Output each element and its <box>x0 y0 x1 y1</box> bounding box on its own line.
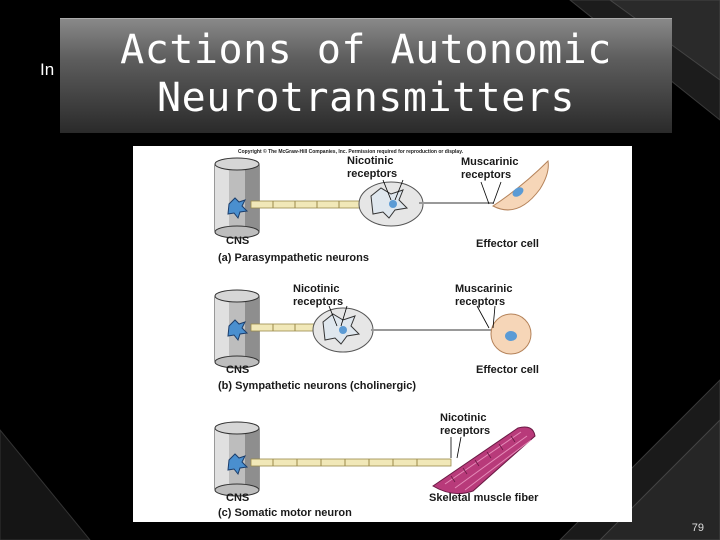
panel-a-muscarinic-label-2: receptors <box>461 169 512 181</box>
cns-cylinder-a <box>215 158 259 238</box>
panel-b-muscarinic-label-1: Muscarinic <box>455 283 513 295</box>
panel-a-muscarinic-label-1: Muscarinic <box>461 156 519 168</box>
partial-text-fragment: In <box>40 60 55 79</box>
panel-c-effector-label: Skeletal muscle fiber <box>429 492 539 504</box>
panel-a-effector-label: Effector cell <box>476 238 539 250</box>
panel-c-somatic <box>215 412 539 519</box>
panel-b-cns-label: CNS <box>226 364 250 376</box>
slide-title-line-1: Actions of Autonomic <box>120 27 612 73</box>
panel-a-cns-label: CNS <box>226 235 250 247</box>
ganglion-b <box>313 308 373 352</box>
copyright-notice: Copyright © The McGraw-Hill Companies, Inc. Permission required for reproduction or display. <box>238 149 464 155</box>
slide-title <box>60 26 672 122</box>
motor-axon-c <box>251 459 451 466</box>
panel-a-nicotinic-label-1: Nicotinic <box>347 155 394 167</box>
panel-a-caption: (a) Parasympathetic neurons <box>218 252 369 264</box>
panel-b-effector-label: Effector cell <box>476 364 539 376</box>
panel-c-caption: (c) Somatic motor neuron <box>218 507 352 519</box>
ganglion-a <box>359 182 423 226</box>
preganglionic-axon-b <box>251 324 321 331</box>
panel-b-nicotinic-label-1: Nicotinic <box>293 283 340 295</box>
slide-title-line-2: Neurotransmitters <box>157 75 575 121</box>
panel-b-muscarinic-label-2: receptors <box>455 296 506 308</box>
effector-cell-b <box>491 314 531 354</box>
panel-b-sympathetic <box>215 283 539 392</box>
panel-b-caption: (b) Sympathetic neurons (cholinergic) <box>218 380 417 392</box>
neurotransmitter-figure <box>133 146 632 522</box>
panel-c-cns-label: CNS <box>226 492 250 504</box>
panel-a-parasympathetic <box>215 155 548 264</box>
panel-c-nicotinic-label-1: Nicotinic <box>440 412 487 424</box>
preganglionic-axon-a <box>251 201 361 208</box>
panel-a-nicotinic-label-2: receptors <box>347 168 398 180</box>
slide-number: 79 <box>691 522 704 534</box>
panel-c-nicotinic-label-2: receptors <box>440 425 491 437</box>
panel-b-nicotinic-label-2: receptors <box>293 296 344 308</box>
